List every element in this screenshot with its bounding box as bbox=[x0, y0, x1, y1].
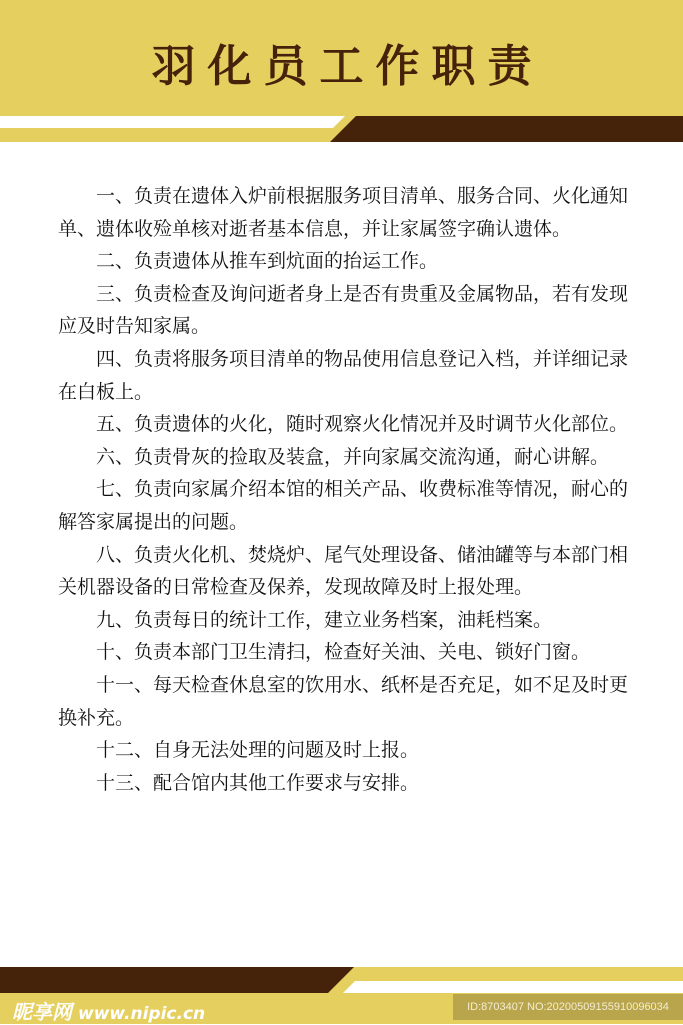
duty-item-5: 五、负责遗体的火化，随时观察火化情况并及时调节火化部位。 bbox=[96, 413, 629, 436]
footer-white-stripe bbox=[343, 981, 683, 993]
duty-item-11: 十一、每天检查休息室的饮用水、纸杯是否充足，如不足及时更换补充。 bbox=[58, 673, 629, 729]
duty-item-1: 一、负责在遗体入炉前根据服务项目清单、服务合同、火化通知单、遗体收殓单核对逝者基本信息，并让家属签字确认遗体。 bbox=[58, 185, 629, 240]
header-white-stripe bbox=[0, 116, 345, 128]
duty-item-7: 七、负责向家属介绍本馆的相关产品、收费标准等情况，耐心的解答家属提出的问题。 bbox=[58, 478, 629, 533]
duty-item-10: 十、负责本部门卫生清扫，检查好关油、关电、锁好门窗。 bbox=[96, 641, 591, 664]
header-brown-stripe bbox=[330, 116, 683, 142]
duty-item-9: 九、负责每日的统计工作，建立业务档案，油耗档案。 bbox=[96, 608, 553, 631]
duty-item-8: 八、负责火化机、焚烧炉、尾气处理设备、储油罐等与本部门相关机器设备的日常检查及保养，发现故障及时上报处理。 bbox=[58, 543, 629, 599]
duty-item-3: 三、负责检查及询问逝者身上是否有贵重及金属物品，若有发现应及时告知家属。 bbox=[58, 282, 629, 338]
duty-item-12: 十二、自身无法处理的问题及时上报。 bbox=[96, 739, 420, 762]
watermark-url: www.nipic.cn bbox=[78, 1004, 206, 1024]
duty-item-6: 六、负责骨灰的捡取及装盒，并向家属交流沟通，耐心讲解。 bbox=[96, 445, 610, 468]
duty-item-2: 二、负责遗体从推车到炕面的抬运工作。 bbox=[96, 250, 439, 273]
duty-item-13: 十三、配合馆内其他工作要求与安排。 bbox=[96, 771, 420, 794]
page-title: 羽化员工作职责 bbox=[151, 41, 544, 92]
watermark-logo: 昵享网 bbox=[12, 1000, 72, 1024]
duty-item-4: 四、负责将服务项目清单的物品使用信息登记入档，并详细记录在白板上。 bbox=[58, 347, 629, 403]
image-id-label: ID:8703407 NO:20200509155910096034 bbox=[453, 994, 683, 1020]
footer-brown-stripe bbox=[0, 967, 354, 993]
watermark bbox=[12, 996, 205, 1025]
duties-list bbox=[58, 180, 628, 799]
